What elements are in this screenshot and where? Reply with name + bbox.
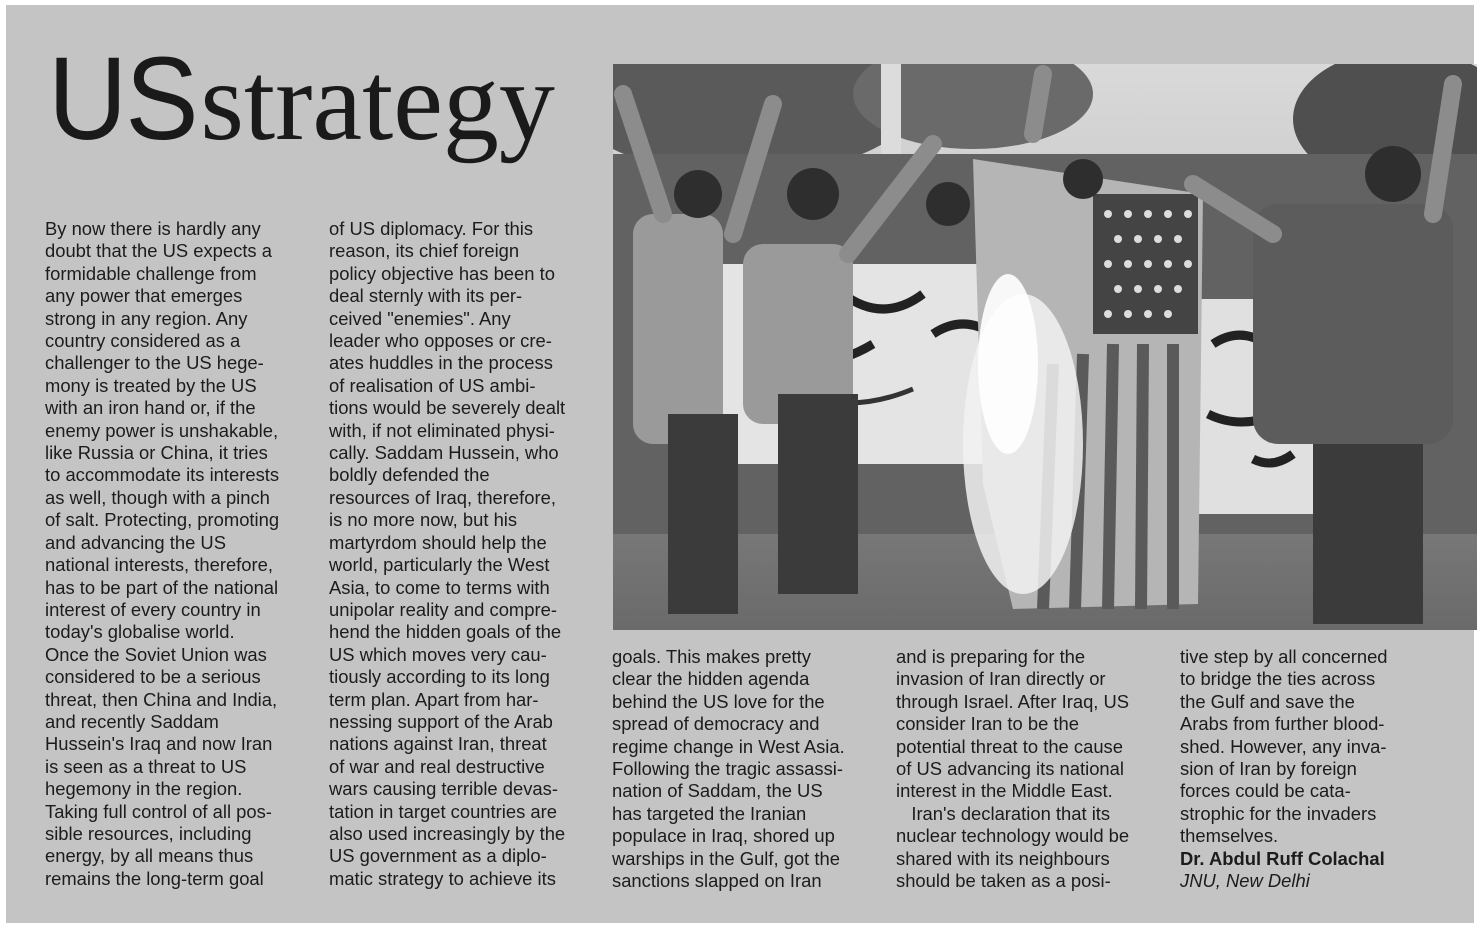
text-line: tiously according to its long bbox=[329, 666, 550, 688]
text-line: challenger to the US hege- bbox=[45, 352, 264, 374]
text-line: nuclear technology would be bbox=[896, 825, 1130, 847]
text-line: ates huddles in the process bbox=[329, 352, 553, 374]
text-line: has to be part of the national bbox=[45, 576, 279, 598]
text-line: Arabs from further blood- bbox=[1180, 713, 1385, 735]
text-line: sanctions slapped on Iran bbox=[612, 870, 822, 892]
text-line: like Russia or China, it tries bbox=[45, 442, 268, 464]
text-line: world, particularly the West bbox=[329, 554, 550, 576]
text-line: also used increasingly by the bbox=[329, 822, 566, 844]
text-line: goals. This makes pretty bbox=[612, 646, 811, 667]
text-line: interest of every country in bbox=[45, 598, 261, 620]
text-line: policy objective has been to bbox=[329, 262, 555, 284]
text-line: martyrdom should help the bbox=[329, 531, 547, 553]
text-line: wars causing terrible devas- bbox=[329, 778, 558, 800]
article-column-1 bbox=[45, 218, 279, 890]
text-line: forces could be cata- bbox=[1180, 780, 1351, 802]
text-line: today's globalise world. bbox=[45, 621, 235, 643]
text-line: behind the US love for the bbox=[612, 690, 825, 712]
headline-word-strategy: strategy bbox=[200, 40, 555, 164]
text-line: of realisation of US ambi- bbox=[329, 374, 536, 396]
text-line: Taking full control of all pos- bbox=[45, 800, 272, 822]
article-column-2 bbox=[329, 218, 565, 890]
text-line: strong in any region. Any bbox=[45, 307, 248, 329]
text-line: themselves. bbox=[1180, 825, 1279, 847]
article-column-4 bbox=[896, 646, 1129, 892]
text-line: hegemony in the region. bbox=[45, 778, 243, 800]
text-line: term plan. Apart from har- bbox=[329, 688, 539, 710]
text-line: remains the long-term goal bbox=[45, 867, 264, 889]
text-line: unipolar reality and compre- bbox=[329, 598, 557, 620]
text-line: nation of Saddam, the US bbox=[612, 780, 823, 802]
text-line: leader who opposes or cre- bbox=[329, 330, 552, 352]
author-affiliation: JNU, New Delhi bbox=[1180, 870, 1310, 892]
text-line: shed. However, any inva- bbox=[1180, 735, 1387, 757]
text-line: spread of democracy and bbox=[612, 713, 820, 735]
text-line: with, if not eliminated physi- bbox=[329, 419, 555, 441]
text-line: deal sternly with its per- bbox=[329, 285, 523, 307]
article-column-3 bbox=[612, 646, 845, 892]
text-line: to bridge the ties across bbox=[1180, 668, 1376, 690]
article-column-5 bbox=[1180, 646, 1388, 892]
text-line: populace in Iraq, shored up bbox=[612, 825, 835, 847]
text-line: matic strategy to achieve its bbox=[329, 867, 556, 889]
text-line: country considered as a bbox=[45, 330, 241, 352]
text-line: reason, its chief foreign bbox=[329, 240, 520, 262]
text-line: US which moves very cau- bbox=[329, 643, 547, 665]
text-line: clear the hidden agenda bbox=[612, 668, 810, 690]
text-line: enemy power is unshakable, bbox=[45, 419, 279, 441]
text-line: any power that emerges bbox=[45, 285, 243, 307]
text-line: US government as a diplo- bbox=[329, 845, 547, 867]
text-line: ceived "enemies". Any bbox=[329, 307, 511, 329]
text-line: invasion of Iran directly or bbox=[896, 668, 1106, 690]
text-line: the Gulf and save the bbox=[1180, 690, 1355, 712]
text-line: national interests, therefore, bbox=[45, 554, 273, 576]
protest-photo bbox=[613, 64, 1477, 630]
text-line: energy, by all means thus bbox=[45, 845, 254, 867]
text-line: threat, then China and India, bbox=[45, 688, 278, 710]
text-line: with an iron hand or, if the bbox=[45, 397, 256, 419]
text-line: sible resources, including bbox=[45, 822, 252, 844]
text-line: warships in the Gulf, got the bbox=[612, 847, 840, 869]
text-line: interest in the Middle East. bbox=[896, 780, 1113, 802]
text-line: is no more now, but his bbox=[329, 509, 518, 531]
text-line: should be taken as a posi- bbox=[896, 870, 1111, 892]
text-line: of US advancing its national bbox=[896, 758, 1124, 780]
text-line: Following the tragic assassi- bbox=[612, 758, 843, 780]
text-line: sion of Iran by foreign bbox=[1180, 758, 1357, 780]
text-line: Once the Soviet Union was bbox=[45, 643, 267, 665]
text-line: Asia, to come to terms with bbox=[329, 576, 550, 598]
text-line: and is preparing for the bbox=[896, 646, 1086, 667]
text-line: has targeted the Iranian bbox=[612, 802, 807, 824]
text-line: through Israel. After Iraq, US bbox=[896, 690, 1130, 712]
text-line: and advancing the US bbox=[45, 531, 226, 553]
text-line: regime change in West Asia. bbox=[612, 735, 845, 757]
text-line: Hussein's Iraq and now Iran bbox=[45, 733, 273, 755]
author-name: Dr. Abdul Ruff Colachal bbox=[1180, 847, 1385, 869]
text-line: mony is treated by the US bbox=[45, 374, 257, 396]
text-line: tions would be severely dealt bbox=[329, 397, 566, 419]
text-line: resources of Iraq, therefore, bbox=[329, 486, 556, 508]
text-line: as well, though with a pinch bbox=[45, 486, 270, 508]
text-line: cally. Saddam Hussein, who bbox=[329, 442, 559, 464]
text-line: consider Iran to be the bbox=[896, 713, 1079, 735]
text-line: of salt. Protecting, promoting bbox=[45, 509, 280, 531]
text-line: tive step by all concerned bbox=[1180, 646, 1388, 667]
headline-word-us: US bbox=[48, 33, 197, 165]
text-line: is seen as a threat to US bbox=[45, 755, 247, 777]
text-line: and recently Saddam bbox=[45, 710, 219, 732]
text-line: hend the hidden goals of the bbox=[329, 621, 562, 643]
text-line: By now there is hardly any bbox=[45, 218, 261, 239]
text-line: of US diplomacy. For this bbox=[329, 218, 534, 239]
text-line: to accommodate its interests bbox=[45, 464, 280, 486]
text-line: doubt that the US expects a bbox=[45, 240, 272, 262]
text-line: tation in target countries are bbox=[329, 800, 557, 822]
text-line: potential threat to the cause bbox=[896, 735, 1123, 757]
text-line: nations against Iran, threat bbox=[329, 733, 547, 755]
text-line: nessing support of the Arab bbox=[329, 710, 553, 732]
text-line: considered to be a serious bbox=[45, 666, 261, 688]
headline bbox=[48, 33, 555, 165]
text-line: boldly defended the bbox=[329, 464, 490, 486]
text-line: shared with its neighbours bbox=[896, 847, 1110, 869]
text-line: of war and real destructive bbox=[329, 755, 545, 777]
text-line: strophic for the invaders bbox=[1180, 802, 1377, 824]
text-line: formidable challenge from bbox=[45, 262, 257, 284]
text-line: Iran's declaration that its bbox=[896, 802, 1111, 824]
